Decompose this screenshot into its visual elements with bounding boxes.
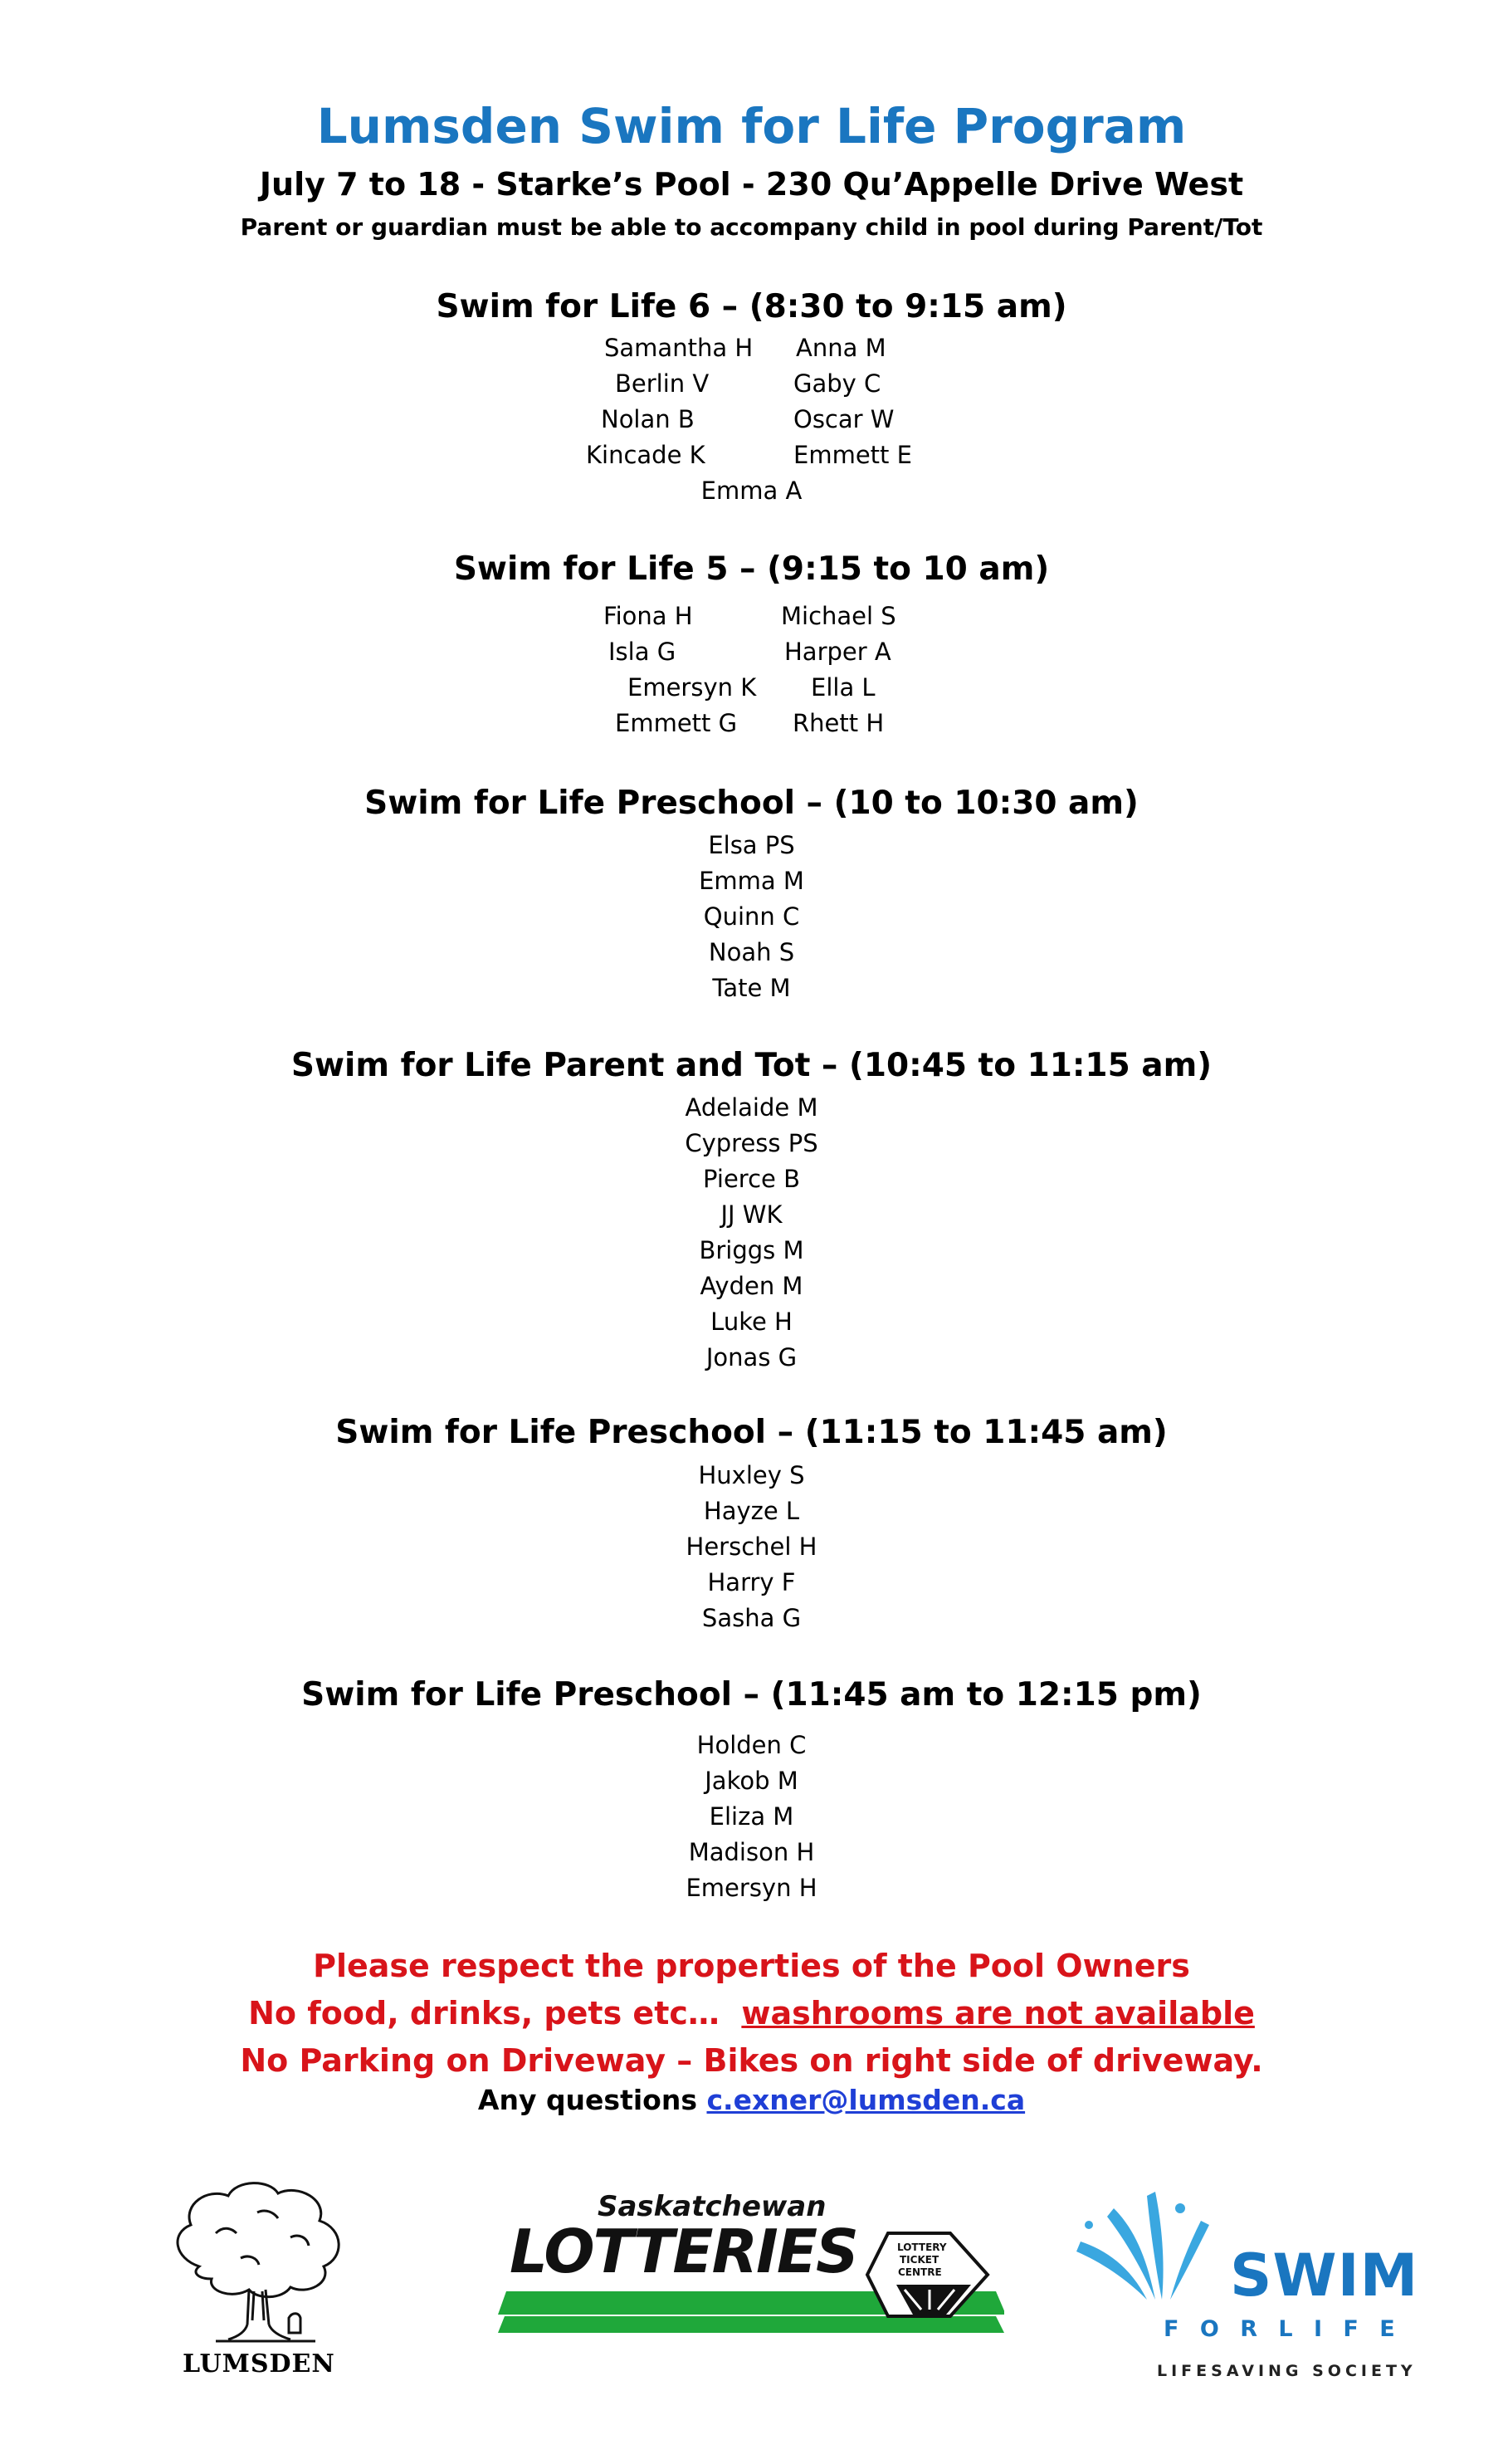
participant-name: Pierce B bbox=[703, 1165, 800, 1193]
section-title: Swim for Life Parent and Tot – (10:45 to 11:15 am) bbox=[290, 1047, 1213, 1084]
participant-name: Emersyn K bbox=[627, 673, 757, 702]
participant-name: Rhett H bbox=[793, 709, 885, 737]
participant-name: Harry F bbox=[707, 1568, 796, 1596]
sask-lotteries-logo bbox=[498, 2192, 1004, 2341]
participant-name: Herschel H bbox=[686, 1533, 817, 1561]
participant-name: Emmett G bbox=[615, 709, 738, 737]
participant-name: Harper A bbox=[784, 638, 891, 666]
section-title: Swim for Life 5 – (9:15 to 10 am) bbox=[453, 550, 1050, 588]
participant-name: Jonas G bbox=[705, 1343, 798, 1371]
lotteries-badge-3: CENTRE bbox=[898, 2266, 942, 2278]
swim-word: SWIM bbox=[1230, 2242, 1419, 2310]
participant-name: Jakob M bbox=[705, 1767, 798, 1795]
notice-washrooms: washrooms are not available bbox=[741, 1995, 1255, 2031]
participant-name: Michael S bbox=[781, 602, 896, 630]
notice-line-2 bbox=[0, 1990, 1503, 2036]
lotteries-badge-1: LOTTERY bbox=[897, 2242, 947, 2253]
lotteries-badge-2: TICKET bbox=[900, 2254, 939, 2266]
participant-name: Nolan B bbox=[601, 405, 695, 433]
lotteries-line1: Saskatchewan bbox=[598, 2190, 827, 2223]
participant-name: Berlin V bbox=[615, 369, 710, 398]
participant-name: Ayden M bbox=[700, 1272, 803, 1300]
lumsden-logo bbox=[166, 2175, 357, 2383]
notice-no-food: No food, drinks, pets etc… bbox=[248, 1995, 720, 2031]
participant-name: Samantha H bbox=[604, 334, 754, 362]
participant-name: Gaby C bbox=[793, 369, 881, 398]
tree-icon bbox=[166, 2175, 357, 2349]
page-subtitle: July 7 to 18 - Starke’s Pool - 230 Qu’Appelle Drive West bbox=[259, 166, 1244, 203]
contact-label: Any questions bbox=[477, 2084, 697, 2116]
participant-name: Emma M bbox=[699, 867, 804, 895]
notice-line-3: No Parking on Driveway – Bikes on right side of driveway. bbox=[240, 2042, 1263, 2079]
lifesaving-society-text: LIFESAVING SOCIETY bbox=[1157, 2362, 1417, 2380]
participant-name: Madison H bbox=[688, 1838, 815, 1866]
guardian-note: Parent or guardian must be able to accompany child in pool during Parent/Tot bbox=[240, 213, 1263, 241]
notice-line-1: Please respect the properties of the Pool Owners bbox=[313, 1948, 1190, 1984]
participant-name: Cypress PS bbox=[685, 1129, 818, 1157]
participant-name: JJ WK bbox=[720, 1200, 783, 1229]
participant-name: Ella L bbox=[811, 673, 876, 702]
participant-name: Emmett E bbox=[793, 441, 912, 469]
participant-name: Noah S bbox=[708, 938, 795, 966]
section-title: Swim for Life Preschool – (10 to 10:30 am) bbox=[364, 785, 1139, 822]
participant-name: Luke H bbox=[710, 1308, 793, 1336]
section-title: Swim for Life 6 – (8:30 to 9:15 am) bbox=[436, 288, 1067, 325]
contact-line bbox=[0, 2079, 1503, 2122]
for-life-text: F O R L I F E bbox=[1164, 2316, 1402, 2342]
participant-name: Tate M bbox=[712, 974, 791, 1002]
participant-name: Briggs M bbox=[699, 1236, 804, 1264]
section-title: Swim for Life Preschool – (11:45 am to 12:15 pm) bbox=[301, 1676, 1202, 1714]
participant-name: Huxley S bbox=[698, 1461, 805, 1489]
participant-name: Eliza M bbox=[709, 1802, 794, 1831]
participant-name: Emma A bbox=[700, 477, 803, 505]
participant-name: Kincade K bbox=[586, 441, 705, 469]
participant-name: Oscar W bbox=[793, 405, 895, 433]
participant-name: Elsa PS bbox=[708, 831, 795, 859]
swim-for-life-logo bbox=[1064, 2192, 1419, 2383]
participant-name: Sasha G bbox=[701, 1604, 802, 1632]
participant-name: Fiona H bbox=[603, 602, 693, 630]
participant-name: Isla G bbox=[608, 638, 676, 666]
page-title: Lumsden Swim for Life Program bbox=[316, 98, 1187, 154]
participant-name: Adelaide M bbox=[685, 1093, 818, 1122]
participant-name: Quinn C bbox=[703, 902, 800, 931]
participant-name: Holden C bbox=[696, 1731, 807, 1759]
section-title: Swim for Life Preschool – (11:15 to 11:45 am) bbox=[335, 1414, 1168, 1451]
contact-email-link[interactable]: c.exner@lumsden.ca bbox=[706, 2084, 1026, 2116]
participant-name: Hayze L bbox=[703, 1497, 800, 1525]
lotteries-line2: LOTTERIES bbox=[510, 2217, 857, 2286]
participant-name: Anna M bbox=[796, 334, 886, 362]
water-splash-icon bbox=[1064, 2192, 1247, 2316]
participant-name: Emersyn H bbox=[686, 1874, 817, 1902]
lumsden-logo-text: LUMSDEN bbox=[183, 2349, 335, 2378]
